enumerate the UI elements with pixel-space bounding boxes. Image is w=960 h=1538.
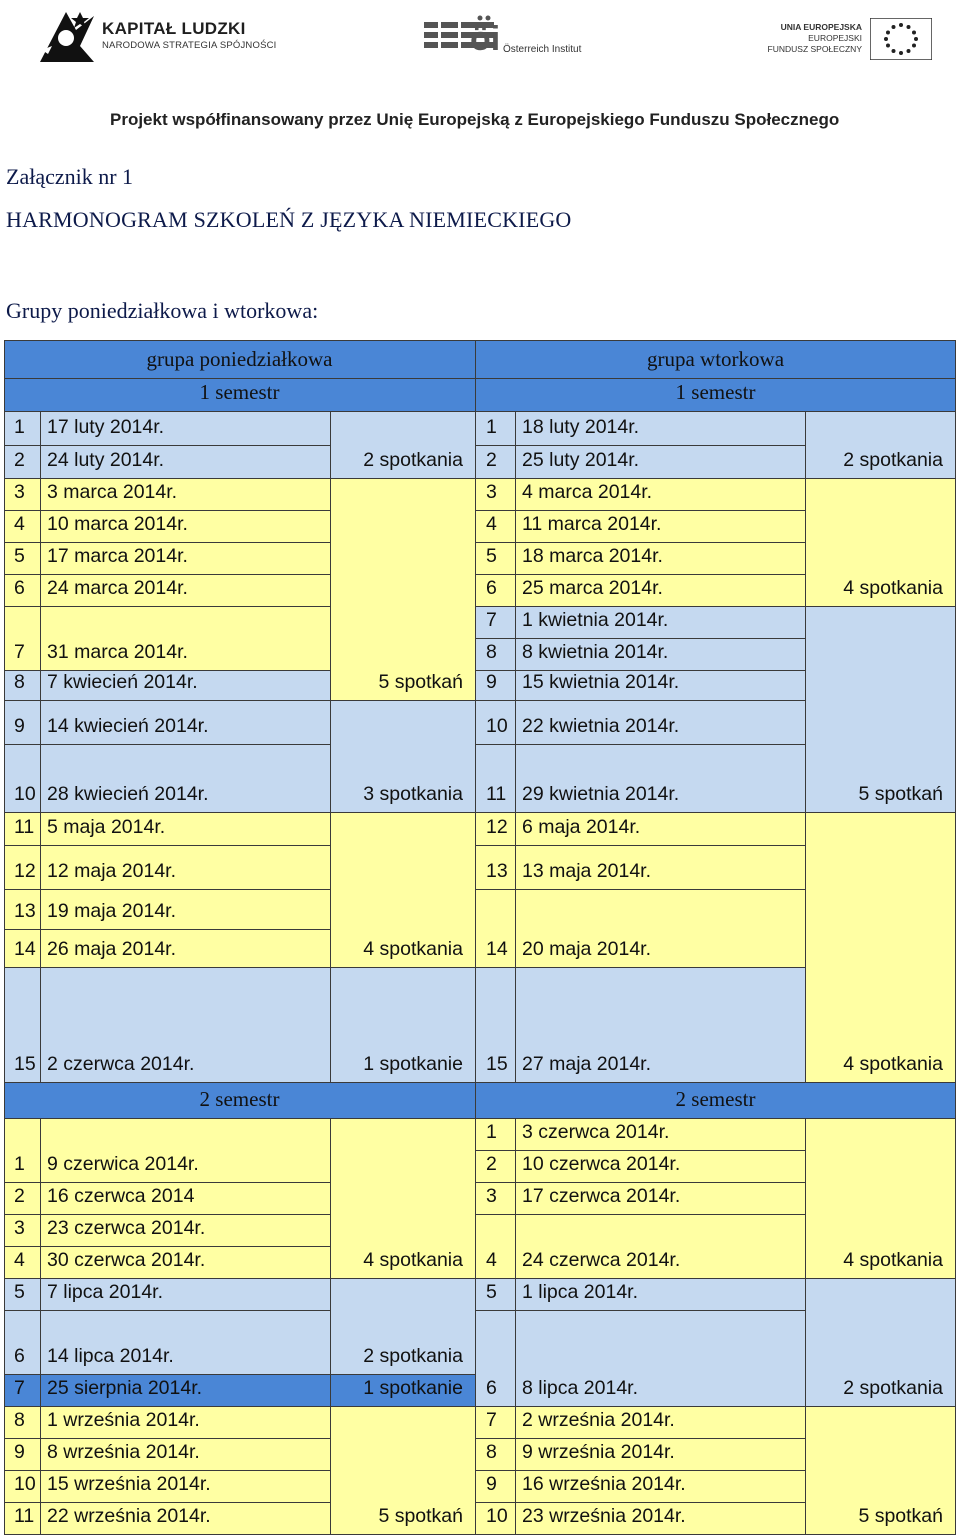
mon-s1-date: 5 maja 2014r. (41, 813, 331, 846)
mon-s1-num: 8 (4, 671, 41, 701)
tue-s2-date: 16 września 2014r. (516, 1471, 806, 1503)
mon-s2-num: 5 (4, 1279, 41, 1311)
tue-s1-date: 18 luty 2014r. (516, 412, 806, 446)
tue-s2-num: 8 (476, 1439, 516, 1471)
tue-s2-num: 6 (476, 1311, 516, 1407)
tue-s1-meetings: 4 spotkania (806, 813, 956, 1083)
mon-s2-meetings: 1 spotkanie (331, 1375, 476, 1407)
mon-s2-num: 6 (4, 1311, 41, 1375)
mon-s2-date: 22 września 2014r. (41, 1503, 331, 1535)
tue-s1-num: 9 (476, 671, 516, 701)
mon-s2-num: 8 (4, 1407, 41, 1439)
tue-sem1-header: 1 semestr (476, 379, 956, 412)
mon-s1-num: 3 (4, 479, 41, 511)
svg-text:öi: öi (470, 20, 501, 58)
mon-s2-num: 9 (4, 1439, 41, 1471)
mon-s1-date: 7 kwiecień 2014r. (41, 671, 331, 701)
tue-group-header: grupa wtorkowa (476, 340, 956, 379)
mon-s2-date: 1 września 2014r. (41, 1407, 331, 1439)
mon-s1-num: 12 (4, 846, 41, 890)
mon-s1-date: 24 marca 2014r. (41, 575, 331, 607)
tue-s2-meetings: 5 spotkań (806, 1407, 956, 1535)
tue-s1-date: 4 marca 2014r. (516, 479, 806, 511)
mon-s2-date: 9 czerwica 2014r. (41, 1119, 331, 1183)
mon-s2-date: 7 lipca 2014r. (41, 1279, 331, 1311)
annex-label: Załącznik nr 1 (6, 164, 134, 189)
eu-flag-icon (870, 18, 932, 60)
tue-s1-date: 27 maja 2014r. (516, 968, 806, 1083)
tue-s1-date: 18 marca 2014r. (516, 543, 806, 575)
tue-s1-date: 8 kwietnia 2014r. (516, 639, 806, 671)
mon-s2-date: 23 czerwca 2014r. (41, 1215, 331, 1247)
osterreich-institut-text: Österreich Institut (503, 44, 582, 55)
mon-s1-date: 26 maja 2014r. (41, 930, 331, 968)
tue-s1-num: 5 (476, 543, 516, 575)
tue-s2-meetings: 4 spotkania (806, 1119, 956, 1279)
tue-s2-num: 9 (476, 1471, 516, 1503)
mon-s1-num: 4 (4, 511, 41, 543)
ue-line-1: UNIA EUROPEJSKA (780, 22, 862, 32)
mon-s1-num: 13 (4, 890, 41, 930)
mon-s2-date: 14 lipca 2014r. (41, 1311, 331, 1375)
tue-s1-meetings: 2 spotkania (806, 412, 956, 479)
tue-s1-num: 11 (476, 745, 516, 813)
tue-s2-num: 7 (476, 1407, 516, 1439)
tue-s2-num: 10 (476, 1503, 516, 1535)
mon-s1-num: 5 (4, 543, 41, 575)
mon-sem1-header: 1 semestr (4, 379, 476, 412)
mon-s1-num: 11 (4, 813, 41, 846)
ue-line-3: FUNDUSZ SPOŁECZNY (767, 44, 862, 54)
mon-s1-meetings: 4 spotkania (331, 813, 476, 968)
mon-s2-num: 1 (4, 1119, 41, 1183)
tue-s2-num: 5 (476, 1279, 516, 1311)
mon-s1-date: 28 kwiecień 2014r. (41, 745, 331, 813)
tue-s2-num: 2 (476, 1151, 516, 1183)
mon-s1-date: 19 maja 2014r. (41, 890, 331, 930)
tue-s1-date: 29 kwietnia 2014r. (516, 745, 806, 813)
tue-s2-date: 23 września 2014r. (516, 1503, 806, 1535)
mon-s1-date: 10 marca 2014r. (41, 511, 331, 543)
kapital-ludzki-title: KAPITAŁ LUDZKI (102, 19, 246, 38)
mon-s1-num: 14 (4, 930, 41, 968)
mon-s2-date: 16 czerwca 2014 (41, 1183, 331, 1215)
mon-s1-meetings: 3 spotkania (331, 701, 476, 813)
mon-s1-date: 17 marca 2014r. (41, 543, 331, 575)
tue-s1-num: 14 (476, 890, 516, 968)
tue-s1-date: 22 kwietnia 2014r. (516, 701, 806, 745)
document-title: HARMONOGRAM SZKOLEŃ Z JĘZYKA NIEMIECKIEGO (6, 207, 572, 232)
ue-line-2: EUROPEJSKI (808, 33, 862, 43)
mon-s2-num: 11 (4, 1503, 41, 1535)
mon-s2-num: 4 (4, 1247, 41, 1279)
tue-s2-date: 3 czerwca 2014r. (516, 1119, 806, 1151)
tue-s1-date: 15 kwietnia 2014r. (516, 671, 806, 701)
tue-s1-date: 20 maja 2014r. (516, 890, 806, 968)
tue-s1-meetings: 4 spotkania (806, 479, 956, 607)
tue-s1-num: 10 (476, 701, 516, 745)
tue-s2-date: 1 lipca 2014r. (516, 1279, 806, 1311)
tue-s2-num: 4 (476, 1215, 516, 1279)
tue-s1-date: 13 maja 2014r. (516, 846, 806, 890)
tue-s1-num: 3 (476, 479, 516, 511)
kapital-ludzki-subtitle: NARODOWA STRATEGIA SPÓJNOŚCI (102, 40, 277, 51)
mon-s2-num: 3 (4, 1215, 41, 1247)
mon-sem2-header: 2 semestr (4, 1083, 476, 1119)
mon-s2-date: 8 września 2014r. (41, 1439, 331, 1471)
mon-s1-num: 15 (4, 968, 41, 1083)
mon-group-header: grupa poniedziałkowa (4, 340, 476, 379)
tue-s1-date: 25 marca 2014r. (516, 575, 806, 607)
mon-s2-meetings: 4 spotkania (331, 1119, 476, 1279)
tue-s2-date: 8 lipca 2014r. (516, 1311, 806, 1407)
tue-s2-num: 1 (476, 1119, 516, 1151)
tue-s1-num: 6 (476, 575, 516, 607)
tue-s2-date: 24 czerwca 2014r. (516, 1215, 806, 1279)
mon-s1-date: 12 maja 2014r. (41, 846, 331, 890)
tue-s1-date: 6 maja 2014r. (516, 813, 806, 846)
mon-s2-date: 30 czerwca 2014r. (41, 1247, 331, 1279)
tue-s1-date: 11 marca 2014r. (516, 511, 806, 543)
tue-s2-num: 3 (476, 1183, 516, 1215)
mon-s2-num: 2 (4, 1183, 41, 1215)
mon-s2-meetings: 2 spotkania (331, 1279, 476, 1375)
mon-s1-num: 1 (4, 412, 41, 446)
tue-s1-num: 15 (476, 968, 516, 1083)
tue-s2-date: 10 czerwca 2014r. (516, 1151, 806, 1183)
tue-s1-meetings: 5 spotkań (806, 607, 956, 813)
tue-s1-num: 12 (476, 813, 516, 846)
mon-s1-date: 2 czerwca 2014r. (41, 968, 331, 1083)
mon-s1-num: 9 (4, 701, 41, 745)
mon-s1-num: 2 (4, 446, 41, 479)
mon-s1-num: 10 (4, 745, 41, 813)
kapital-ludzki-emblem-icon (36, 6, 98, 66)
tue-s2-date: 9 września 2014r. (516, 1439, 806, 1471)
ue-text-block (768, 22, 862, 55)
mon-s2-date: 25 sierpnia 2014r. (41, 1375, 331, 1407)
tue-s1-num: 8 (476, 639, 516, 671)
tue-s1-num: 1 (476, 412, 516, 446)
mon-s2-num: 10 (4, 1471, 41, 1503)
groups-heading: Grupy poniedziałkowa i wtorkowa: (6, 298, 319, 323)
mon-s1-num: 7 (4, 607, 41, 671)
mon-s1-date: 24 luty 2014r. (41, 446, 331, 479)
kapital-ludzki-logo (102, 20, 277, 51)
mon-s2-num: 7 (4, 1375, 41, 1407)
mon-s1-date: 14 kwiecień 2014r. (41, 701, 331, 745)
mon-s1-date: 3 marca 2014r. (41, 479, 331, 511)
mon-s1-date: 17 luty 2014r. (41, 412, 331, 446)
cofinancing-statement: Projekt współfinansowany przez Unię Europejską z Europejskiego Funduszu Społecznego (110, 110, 840, 129)
mon-s1-meetings: 1 spotkanie (331, 968, 476, 1083)
mon-s1-meetings: 2 spotkania (331, 412, 476, 479)
tue-s1-num: 4 (476, 511, 516, 543)
tue-s2-date: 2 września 2014r. (516, 1407, 806, 1439)
mon-s2-meetings: 5 spotkań (331, 1407, 476, 1535)
mon-s1-num: 6 (4, 575, 41, 607)
tue-s1-date: 25 luty 2014r. (516, 446, 806, 479)
mon-s1-date: 31 marca 2014r. (41, 607, 331, 671)
table-frame (4, 340, 956, 1535)
tue-s2-date: 17 czerwca 2014r. (516, 1183, 806, 1215)
mon-s1-meetings: 5 spotkań (331, 479, 476, 701)
tue-s1-num: 13 (476, 846, 516, 890)
tue-s1-date: 1 kwietnia 2014r. (516, 607, 806, 639)
tue-s2-meetings: 2 spotkania (806, 1279, 956, 1407)
tue-s1-num: 7 (476, 607, 516, 639)
mon-s2-date: 15 września 2014r. (41, 1471, 331, 1503)
tue-s1-num: 2 (476, 446, 516, 479)
tue-sem2-header: 2 semestr (476, 1083, 956, 1119)
